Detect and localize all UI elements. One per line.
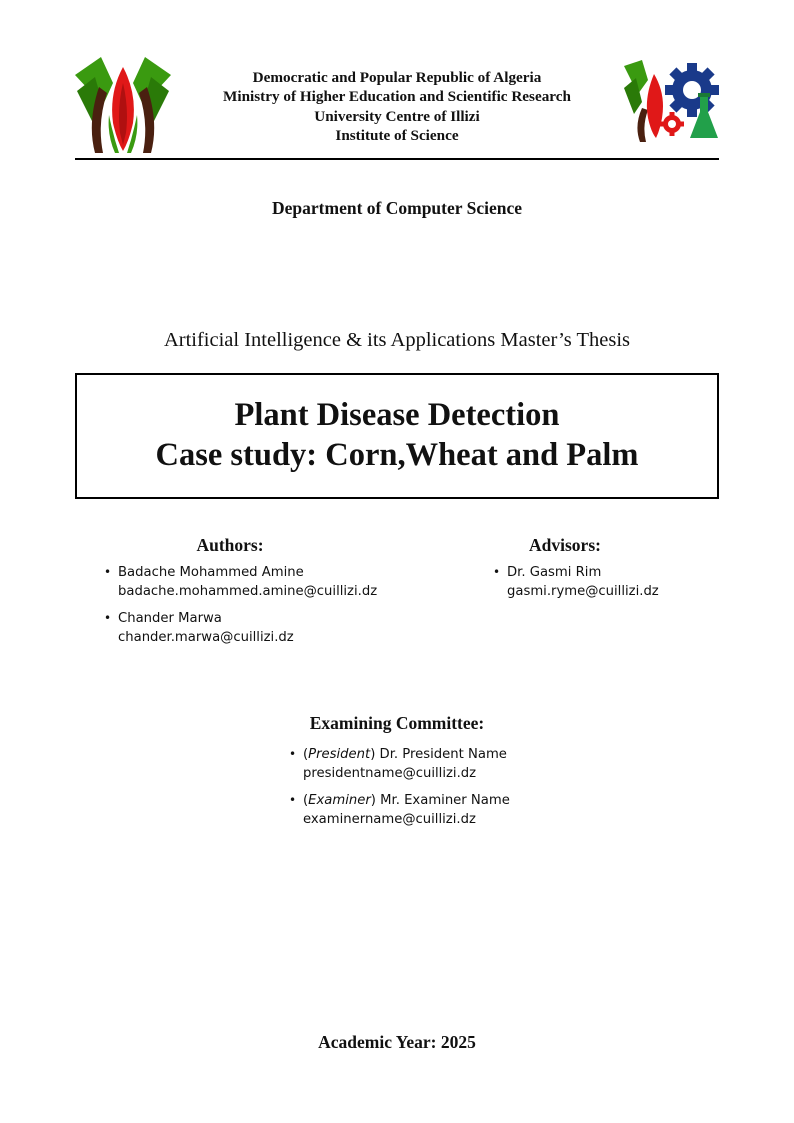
committee-name: Mr. Examiner Name <box>380 793 510 808</box>
header-line: University Centre of Illizi <box>314 107 480 125</box>
thesis-title: Plant Disease Detection <box>234 397 560 433</box>
advisor-email: gasmi.ryme@cuillizi.dz <box>507 584 659 599</box>
committee-member: • (Examiner) Mr. Examiner Name <box>303 793 510 808</box>
header-line: Institute of Science <box>335 127 459 145</box>
authors-list <box>104 563 434 655</box>
institution-header <box>180 68 614 146</box>
committee-name: Dr. President Name <box>379 747 507 762</box>
author-name: • Badache Mohammed Amine <box>118 565 304 580</box>
list-item <box>493 563 743 601</box>
advisors-heading: Advisors: <box>529 535 601 555</box>
committee-email: examinername@cuillizi.dz <box>303 812 476 827</box>
header-line: Democratic and Popular Republic of Algeria <box>252 69 542 86</box>
advisor-name: • Dr. Gasmi Rim <box>507 565 602 580</box>
committee-member: • (President) Dr. President Name <box>303 747 507 762</box>
advisors-list <box>493 563 743 609</box>
department-name: Department of Computer Science <box>272 198 522 218</box>
author-name: • Chander Marwa <box>118 611 222 626</box>
committee-heading: Examining Committee: <box>309 713 485 733</box>
header-divider <box>75 158 719 160</box>
author-email: chander.marwa@cuillizi.dz <box>118 630 294 645</box>
thesis-subtitle: Case study: Corn,Wheat and Palm <box>155 437 639 473</box>
university-logo <box>73 53 173 157</box>
list-item <box>289 791 589 829</box>
list-item <box>104 609 434 647</box>
academic-year: Academic Year: 2025 <box>318 1032 476 1052</box>
author-email: badache.mohammed.amine@cuillizi.dz <box>118 584 378 599</box>
committee-list <box>289 745 589 837</box>
header-line: Ministry of Higher Education and Scientific Research <box>223 88 571 106</box>
authors-heading: Authors: <box>196 535 264 555</box>
committee-email: presidentname@cuillizi.dz <box>303 766 477 781</box>
list-item <box>104 563 434 601</box>
list-item <box>289 745 589 783</box>
institute-logo <box>620 58 720 142</box>
thesis-title-box <box>75 373 719 499</box>
program-name: Artificial Intelligence & its Applications Master’s Thesis <box>163 329 631 351</box>
committee-role: Examiner <box>308 793 371 808</box>
committee-role: President <box>308 747 371 762</box>
